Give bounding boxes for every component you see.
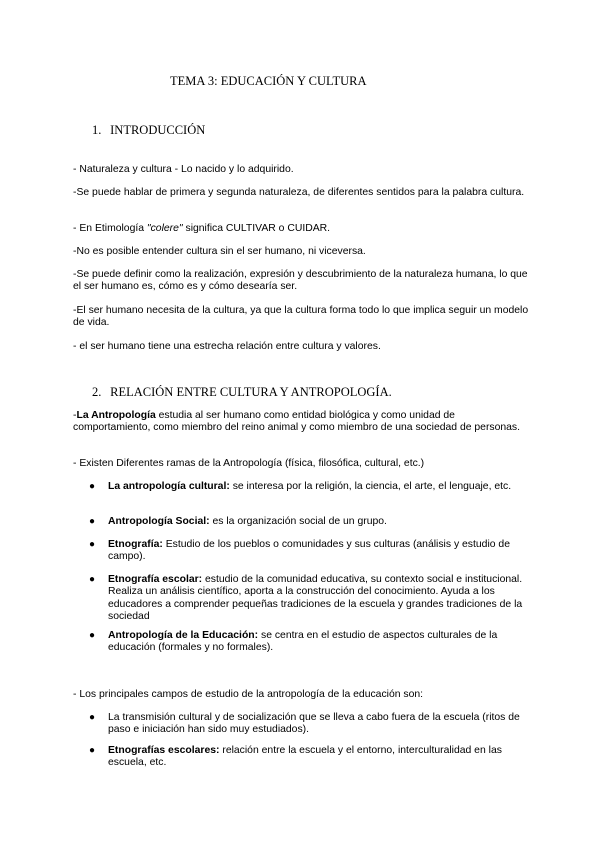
list-item-term: Etnografías escolares: <box>108 745 220 756</box>
section-title: RELACIÓN ENTRE CULTURA Y ANTROPOLOGÍA. <box>110 385 392 399</box>
list-item-etnografias-escolares <box>89 745 526 770</box>
list-item-antropologia-cultural <box>89 481 526 493</box>
list-item-text: se centra en el estudio de aspectos culturales de la educación (formales y no formales). <box>108 630 498 654</box>
paragraph: -Se puede definir como la realización, expresión y descubrimiento de la naturaleza humana, lo que el ser humano es, cómo es y cómo desearía ser. <box>73 269 528 293</box>
list-item-term: Etnografía: <box>108 539 163 550</box>
bullet-icon: ● <box>89 574 96 585</box>
list-item-term: Antropología de la Educación: <box>108 630 259 641</box>
bullet-icon: ● <box>89 745 96 756</box>
list-item-antropologia-social <box>89 516 526 528</box>
list-item-text: es la organización social de un grupo. <box>209 516 387 527</box>
etymology-prefix: - En Etimología <box>73 223 147 234</box>
section-heading-introduccion <box>92 123 205 138</box>
list-item-text: Estudio de los pueblos o comunidades y sus culturas (análisis y estudio de campo). <box>108 539 510 563</box>
bullet-icon: ● <box>89 481 96 492</box>
intro-text: estudia al ser humano como entidad biológica y como unidad de comportamiento, como miembro del reino animal y como miembro de una sociedad de personas. <box>73 410 521 434</box>
intro-prefix: - <box>73 410 77 421</box>
list-item-text: estudio de la comunidad educativa, su contexto social e institucional. Realiza un análisis científico, aporta a la construcción del conocimiento. Ayuda a los educadores a comprender pequeñas tradiciones de la escuela y grandes tradiciones de la sociedad <box>108 574 523 622</box>
section-title: INTRODUCCIÓN <box>110 123 206 137</box>
section-number: 1. <box>92 123 102 137</box>
list-item-term: Etnografía escolar: <box>108 574 203 585</box>
list-item-text: se interesa por la religión, la ciencia, el arte, el lenguaje, etc. <box>229 481 512 492</box>
page-title: TEMA 3: EDUCACIÓN Y CULTURA <box>170 74 367 88</box>
paragraph-antropologia <box>73 410 533 435</box>
list-item-text: La transmisión cultural y de socialización que se lleva a cabo fuera de la escuela (ritos de paso e iniciación han sido muy estudiados). <box>108 712 520 736</box>
list-item-transmision-cultural <box>89 712 526 737</box>
paragraph: - Los principales campos de estudio de la antropología de la educación son: <box>73 689 424 700</box>
bullet-icon: ● <box>89 539 96 550</box>
paragraph: -No es posible entender cultura sin el ser humano, ni viceversa. <box>73 246 366 257</box>
list-item-term: La antropología cultural: <box>108 481 230 492</box>
bullet-icon: ● <box>89 712 96 723</box>
bullet-icon: ● <box>89 516 96 527</box>
list-item-antropologia-educacion <box>89 630 526 655</box>
etymology-suffix: significa CULTIVAR o CUIDAR. <box>182 223 331 234</box>
paragraph: -Se puede hablar de primera y segunda naturaleza, de diferentes sentidos para la palabra cultura. <box>73 187 525 198</box>
paragraph: -El ser humano necesita de la cultura, ya que la cultura forma todo lo que implica seguir un modelo de vida. <box>73 305 529 329</box>
section-number: 2. <box>92 385 102 399</box>
section-heading-relacion <box>92 385 392 400</box>
bullet-icon: ● <box>89 630 96 641</box>
list-item-etnografia <box>89 539 526 564</box>
list-item-etnografia-escolar <box>89 574 526 623</box>
intro-term: La Antropología <box>76 410 156 421</box>
list-item-term: Antropología Social: <box>108 516 210 527</box>
list-item-text: relación entre la escuela y el entorno, interculturalidad en las escuela, etc. <box>108 745 502 769</box>
paragraph: - Existen Diferentes ramas de la Antropología (física, filosófica, cultural, etc.) <box>73 458 425 469</box>
paragraph: - Naturaleza y cultura - Lo nacido y lo adquirido. <box>73 164 294 175</box>
paragraph-etymology <box>73 223 533 235</box>
paragraph: - el ser humano tiene una estrecha relación entre cultura y valores. <box>73 341 381 352</box>
etymology-term: "colere" <box>146 223 183 234</box>
